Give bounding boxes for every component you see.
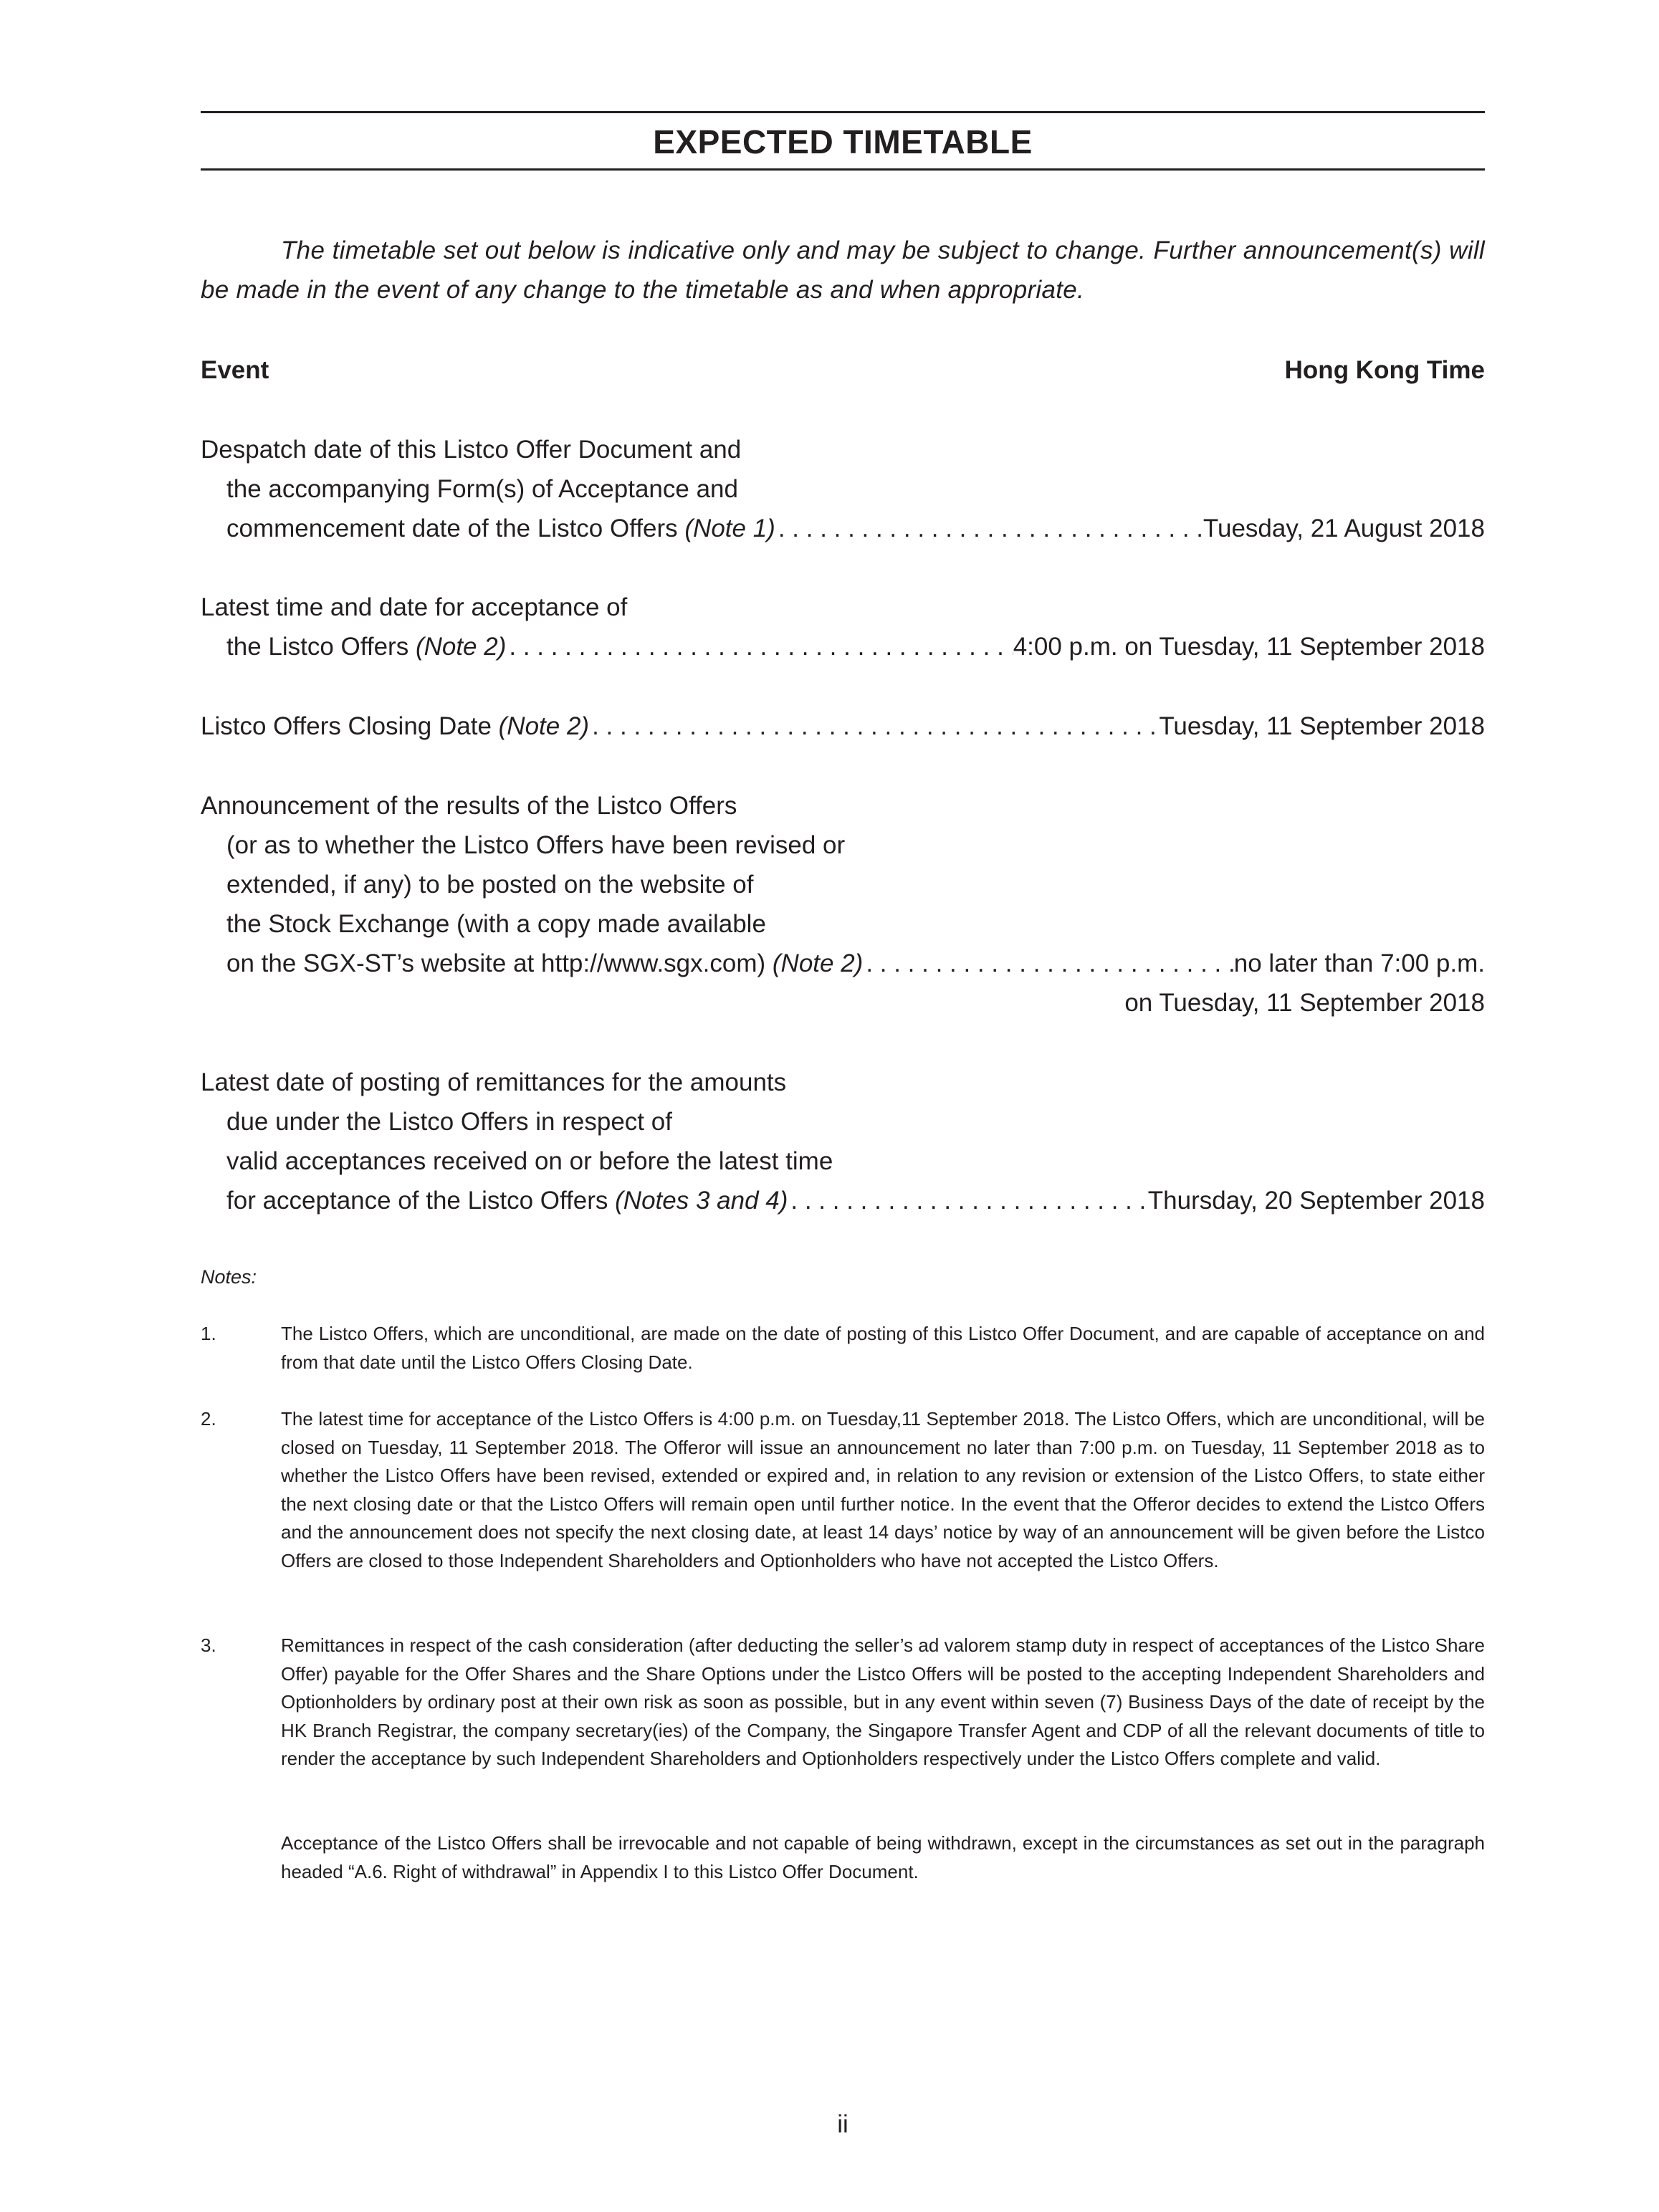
note-reference: (Note 1) [684, 514, 775, 542]
page-number: ii [837, 2110, 848, 2138]
note-text: The Listco Offers, which are unconditional, are made on the date of posting of this Listco Offer Document, and are capable of acceptance on and from that date until the Listco Offers Closing Date. [281, 1323, 1485, 1373]
event-line: Despatch date of this Listco Offer Document and [201, 436, 742, 464]
timetable-event [201, 707, 1485, 746]
event-time: Thursday, 20 September 2018 [1147, 1187, 1485, 1215]
event-description: for acceptance of the Listco Offers (Notes 3 and 4) [226, 1187, 788, 1215]
document-page [201, 0, 1485, 2212]
timetable-event [201, 1063, 1485, 1220]
note-reference: (Note 2) [498, 712, 590, 740]
header-rule-top [201, 111, 1485, 113]
event-line: Latest time and date for acceptance of [201, 593, 628, 621]
event-time-continued: on Tuesday, 11 September 2018 [1124, 989, 1485, 1017]
note-item [201, 1405, 1485, 1575]
dot-leader [788, 1181, 1147, 1220]
note-item [201, 1632, 1485, 1773]
timetable-event [201, 786, 1485, 1023]
event-line: extended, if any) to be posted on the website of [226, 871, 754, 899]
event-description: the Listco Offers (Note 2) [226, 633, 507, 661]
event-leader-line [201, 707, 1485, 746]
dot-leader [589, 707, 1159, 746]
note-item [201, 1320, 1485, 1376]
event-leader-line [201, 509, 1485, 548]
event-time: no later than 7:00 p.m. [1233, 949, 1485, 977]
event-time: 4:00 p.m. on Tuesday, 11 September 2018 [1013, 633, 1485, 661]
note-number: 3. [201, 1634, 216, 1656]
event-time: Tuesday, 21 August 2018 [1203, 514, 1485, 542]
note-item [201, 1829, 1485, 1886]
page-title: EXPECTED TIMETABLE [653, 123, 1033, 161]
column-header-time: Hong Kong Time [1284, 356, 1485, 384]
event-description: Listco Offers Closing Date (Note 2) [201, 712, 590, 740]
event-line: (or as to whether the Listco Offers have been revised or [226, 831, 846, 859]
event-line: Announcement of the results of the Listco Offers [201, 792, 737, 820]
column-header-event: Event [201, 356, 269, 384]
intro-text: The timetable set out below is indicative only and may be subject to change. Further announcement(s) will be made in the event of any change to the timetable as and when appropriate. [201, 236, 1485, 304]
dot-leader [506, 627, 1013, 666]
event-time: Tuesday, 11 September 2018 [1159, 712, 1485, 740]
event-description: commencement date of the Listco Offers (Note 1) [226, 514, 775, 542]
event-leader-line [201, 1181, 1485, 1220]
event-line: the accompanying Form(s) of Acceptance and [226, 475, 738, 503]
event-line: due under the Listco Offers in respect of [226, 1108, 672, 1136]
intro-paragraph [201, 231, 1485, 310]
event-leader-line [201, 627, 1485, 666]
header-rule-bottom [201, 168, 1485, 171]
event-line: Latest date of posting of remittances for the amounts [201, 1068, 787, 1096]
dot-leader [863, 944, 1233, 983]
note-text: Remittances in respect of the cash consideration (after deducting the seller’s ad valorem stamp duty in respect of acceptances of the Listco Share Offer) payable for the Offer Shares and the Share Options under the Listco Offers will be posted to the accepting Independent Shareholders and Optionholders by ordinary post at their own risk as soon as possible, but in any event within seven (7) Business Days of the date of receipt by the HK Branch Registrar, the company secretary(ies) of the Company, the Singapore Transfer Agent and CDP of all the relevant documents of title to render the acceptance by such Independent Shareholders and Optionholders respectively under the Listco Offers complete and valid. [281, 1634, 1485, 1769]
note-number: 1. [201, 1323, 216, 1344]
note-text: The latest time for acceptance of the Listco Offers is 4:00 p.m. on Tuesday,11 September 2018. The Listco Offers, which are unconditional, will be closed on Tuesday, 11 September 2018. The Offeror will issue an announcement no later than 7:00 p.m. on Tuesday, 11 September 2018 as to whether the Listco Offers have been revised, extended or expired and, in relation to any revision or extension of the Listco Offers, to state either the next closing date or that the Listco Offers will remain open until further notice. In the event that the Offeror decides to extend the Listco Offers and the announcement does not specify the next closing date, at least 14 days’ notice by way of an announcement will be given before the Listco Offers are closed to those Independent Shareholders and Optionholders who have not accepted the Listco Offers. [281, 1408, 1485, 1571]
note-text: Acceptance of the Listco Offers shall be irrevocable and not capable of being withdrawn, except in the circumstances as set out in the paragraph headed “A.6. Right of withdrawal” in Appendix I to this Listco Offer Document. [281, 1832, 1485, 1882]
event-description: on the SGX-ST’s website at http://www.sgx.com) (Note 2) [226, 949, 864, 977]
dot-leader [775, 509, 1203, 548]
event-line: valid acceptances received on or before the latest time [226, 1147, 833, 1175]
event-leader-line [201, 944, 1485, 983]
event-line: the Stock Exchange (with a copy made available [226, 910, 766, 938]
note-reference: (Note 2) [772, 949, 864, 977]
timetable-event [201, 430, 1485, 548]
notes-heading: Notes: [201, 1266, 257, 1288]
note-reference: (Notes 3 and 4) [615, 1187, 788, 1215]
note-number: 2. [201, 1408, 216, 1430]
timetable-event [201, 588, 1485, 666]
note-reference: (Note 2) [415, 633, 507, 661]
